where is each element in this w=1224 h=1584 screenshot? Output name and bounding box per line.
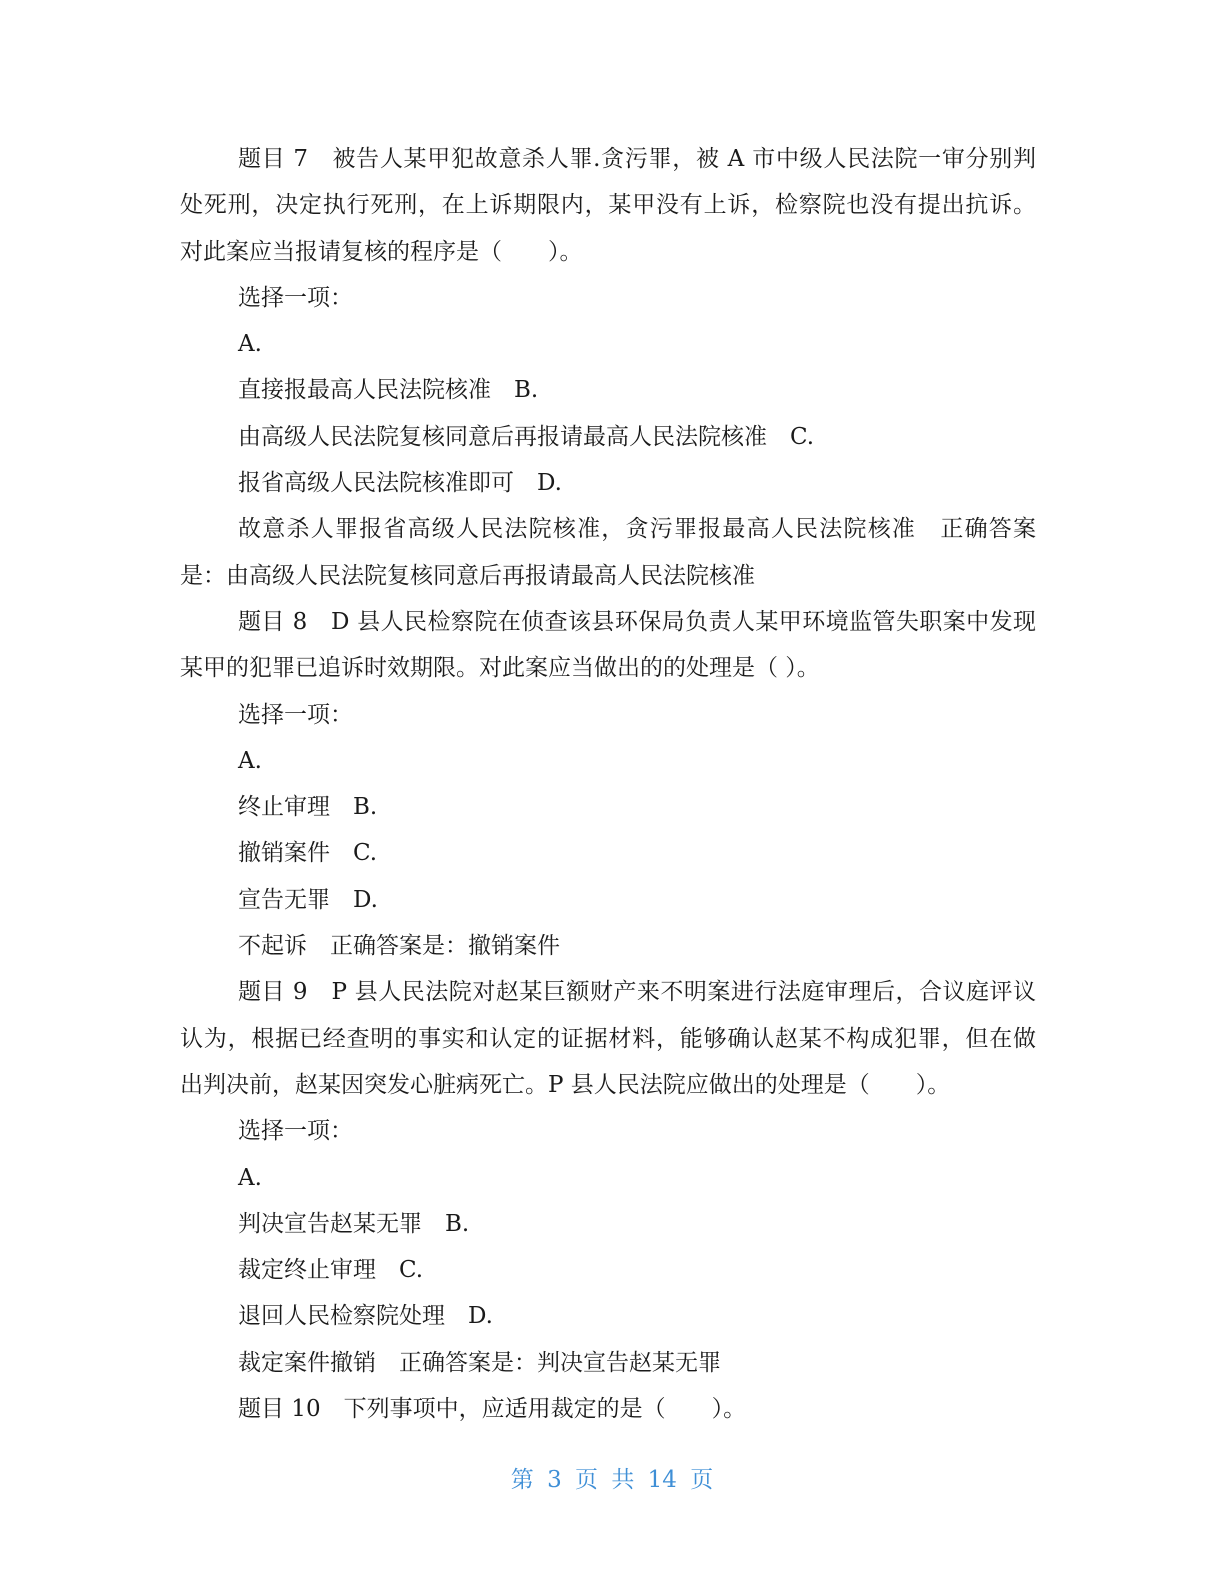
question-8-choose-one: 选择一项： [238,701,353,728]
question-10-text-line-1: 题目 10 下列事项中，应适用裁定的是（ ）。 [238,1396,747,1423]
question-7-text-line-3: 对此案应当报请复核的程序是（ ）。 [180,238,583,265]
question-8-option-line: 宣告无罪 D. [238,886,378,913]
question-9-option-line: 裁定终止审理 C. [238,1257,424,1284]
question-9-option-line: 判决宣告赵某无罪 B. [238,1210,470,1237]
question-7-text-line-2: 处死刑，决定执行死刑，在上诉期限内，某甲没有上诉，检察院也没有提出抗诉。 [180,192,1036,219]
question-9-choose-one: 选择一项： [238,1118,353,1145]
question-8-option-line: 终止审理 B. [238,794,378,821]
question-9-text-line-1: 题目 9 P 县人民法院对赵某巨额财产来不明案进行法庭审理后，合议庭评议 [238,979,1036,1006]
question-9-option-line: 退回人民检察院处理 D. [238,1303,493,1330]
question-8-option-a-label: A. [238,747,262,774]
document-body [180,136,1036,1432]
question-7-option-a-label: A. [238,331,262,358]
question-7-option-line: 报省高级人民法院核准即可 D. [238,470,562,497]
question-7-choose-one: 选择一项： [238,284,353,311]
page-number-footer: 第 3 页 共 14 页 [510,1467,714,1493]
question-7-text-line-1: 题目 7 被告人某甲犯故意杀人罪.贪污罪，被 A 市中级人民法院一审分别判 [238,146,1036,172]
question-8-option-d-and-answer: 不起诉 正确答案是：撤销案件 [238,933,560,960]
question-9-option-d-and-answer: 裁定案件撤销 正确答案是：判决宣告赵某无罪 [238,1349,721,1376]
question-7-correct-answer: 是：由高级人民法院复核同意后再报请最高人民法院核准 [180,562,755,589]
question-7-option-line: 直接报最高人民法院核准 B. [238,377,539,404]
question-8-option-line: 撤销案件 C. [238,840,378,867]
question-9-text-line-2: 认为，根据已经查明的事实和认定的证据材料，能够确认赵某不构成犯罪，但在做 [180,1025,1036,1052]
question-7-option-line: 由高级人民法院复核同意后再报请最高人民法院核准 C. [238,423,815,450]
question-7-option-d-and-answer: 故意杀人罪报省高级人民法院核准，贪污罪报最高人民法院核准 正确答案 [238,516,1036,543]
question-8-text-line-1: 题目 8 D 县人民检察院在侦查该县环保局负责人某甲环境监管失职案中发现 [238,608,1036,635]
question-9-option-a-label: A. [238,1164,262,1191]
question-8-text-line-2: 某甲的犯罪已追诉时效期限。对此案应当做出的的处理是（ ）。 [180,655,820,682]
question-9-text-line-3: 出判决前，赵某因突发心脏病死亡。P 县人民法院应做出的处理是（ ）。 [180,1071,951,1098]
